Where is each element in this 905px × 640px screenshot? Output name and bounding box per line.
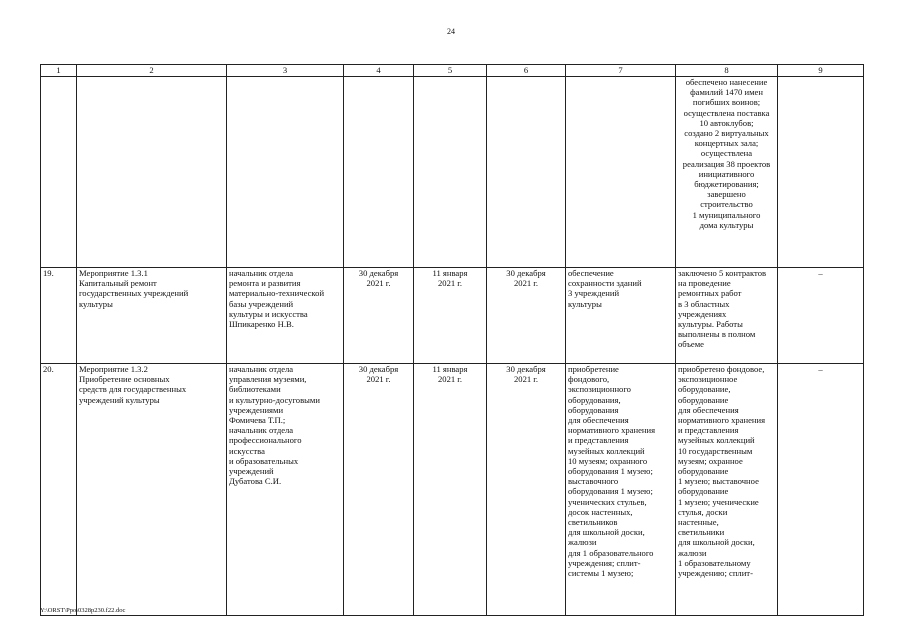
column-header: 4: [344, 65, 414, 77]
page-number: 24: [447, 27, 455, 36]
event-cell: Мероприятие 1.3.1 Капитальный ремонт государственных учреждений культуры: [77, 268, 227, 364]
column-header: 3: [227, 65, 344, 77]
responsible-cell: начальник отдела ремонта и развития материально-технической базы учреждений культуры и искусства Шпикаренко Н.В.: [227, 268, 344, 364]
actual-result-cell: заключено 5 контрактов на проведение ремонтных работ в 3 областных учреждениях культуры. Работы выполнены в полном объеме: [676, 268, 778, 364]
event-cell: Мероприятие 1.3.2 Приобретение основных средств для государственных учреждений культуры: [77, 364, 227, 616]
actual-result-cell: обеспечено нанесение фамилий 1470 имен погибших воинов; осуществлена поставка 10 автоклубов; создано 2 виртуальных концертных зала; осуществлена реализация 38 проектов инициативного бюджетирования; завершено строительство 1 муниципального дома культуры: [676, 77, 778, 268]
start-date-cell: 11 января 2021 г.: [414, 364, 487, 616]
responsible-cell: [227, 77, 344, 268]
footer-file-path: Y:\ORST\Ppo\0328p230.f22.doc: [40, 607, 126, 614]
expected-result-cell: приобретение фондового, экспозиционного оборудования, оборудования для обеспечения нормативного хранения и представления музейных коллекций 10 музеям; охранного оборудования 1 музею; выставочного оборудования 1 музею; ученических стульев, досок настенных, светильников для школьной доски, жалюзи для 1 образовательного учреждения; сплит- системы 1 музею;: [566, 364, 676, 616]
planned-date-cell: 30 декабря 2021 г.: [344, 364, 414, 616]
start-date-cell: 11 января 2021 г.: [414, 268, 487, 364]
responsible-cell: начальник отдела управления музеями, библиотеками и культурно-досуговыми учреждениями Фомичева Т.П.; начальник отдела профессионального искусства и образовательных учреждений Дубатова С.И.: [227, 364, 344, 616]
end-date-cell: 30 декабря 2021 г.: [487, 364, 566, 616]
table-row: [41, 77, 864, 268]
row-number-cell: 19.: [41, 268, 77, 364]
problems-cell: –: [778, 364, 864, 616]
row-number-cell: 20.: [41, 364, 77, 616]
report-table: [40, 64, 864, 616]
column-header: 7: [566, 65, 676, 77]
row-number-cell: [41, 77, 77, 268]
table-row: [41, 268, 864, 364]
column-header: 8: [676, 65, 778, 77]
problems-cell: [778, 77, 864, 268]
column-header: 5: [414, 65, 487, 77]
problems-cell: –: [778, 268, 864, 364]
planned-date-cell: [344, 77, 414, 268]
header-row: [41, 65, 864, 77]
end-date-cell: 30 декабря 2021 г.: [487, 268, 566, 364]
planned-date-cell: 30 декабря 2021 г.: [344, 268, 414, 364]
column-header: 9: [778, 65, 864, 77]
table-row: [41, 364, 864, 616]
start-date-cell: [414, 77, 487, 268]
column-header: 2: [77, 65, 227, 77]
expected-result-cell: обеспечение сохранности зданий 3 учреждений культуры: [566, 268, 676, 364]
expected-result-cell: [566, 77, 676, 268]
end-date-cell: [487, 77, 566, 268]
column-header: 6: [487, 65, 566, 77]
actual-result-cell: приобретено фондовое, экспозиционное оборудование, оборудование для обеспечения нормативного хранения и представления музейных коллекций 10 государственным музеям; охранное оборудование 1 музею; выставочное оборудование 1 музею; ученические стулья, доски настенные, светильники для школьной доски, жалюзи 1 образовательному учреждению; сплит-: [676, 364, 778, 616]
event-cell: [77, 77, 227, 268]
column-header: 1: [41, 65, 77, 77]
